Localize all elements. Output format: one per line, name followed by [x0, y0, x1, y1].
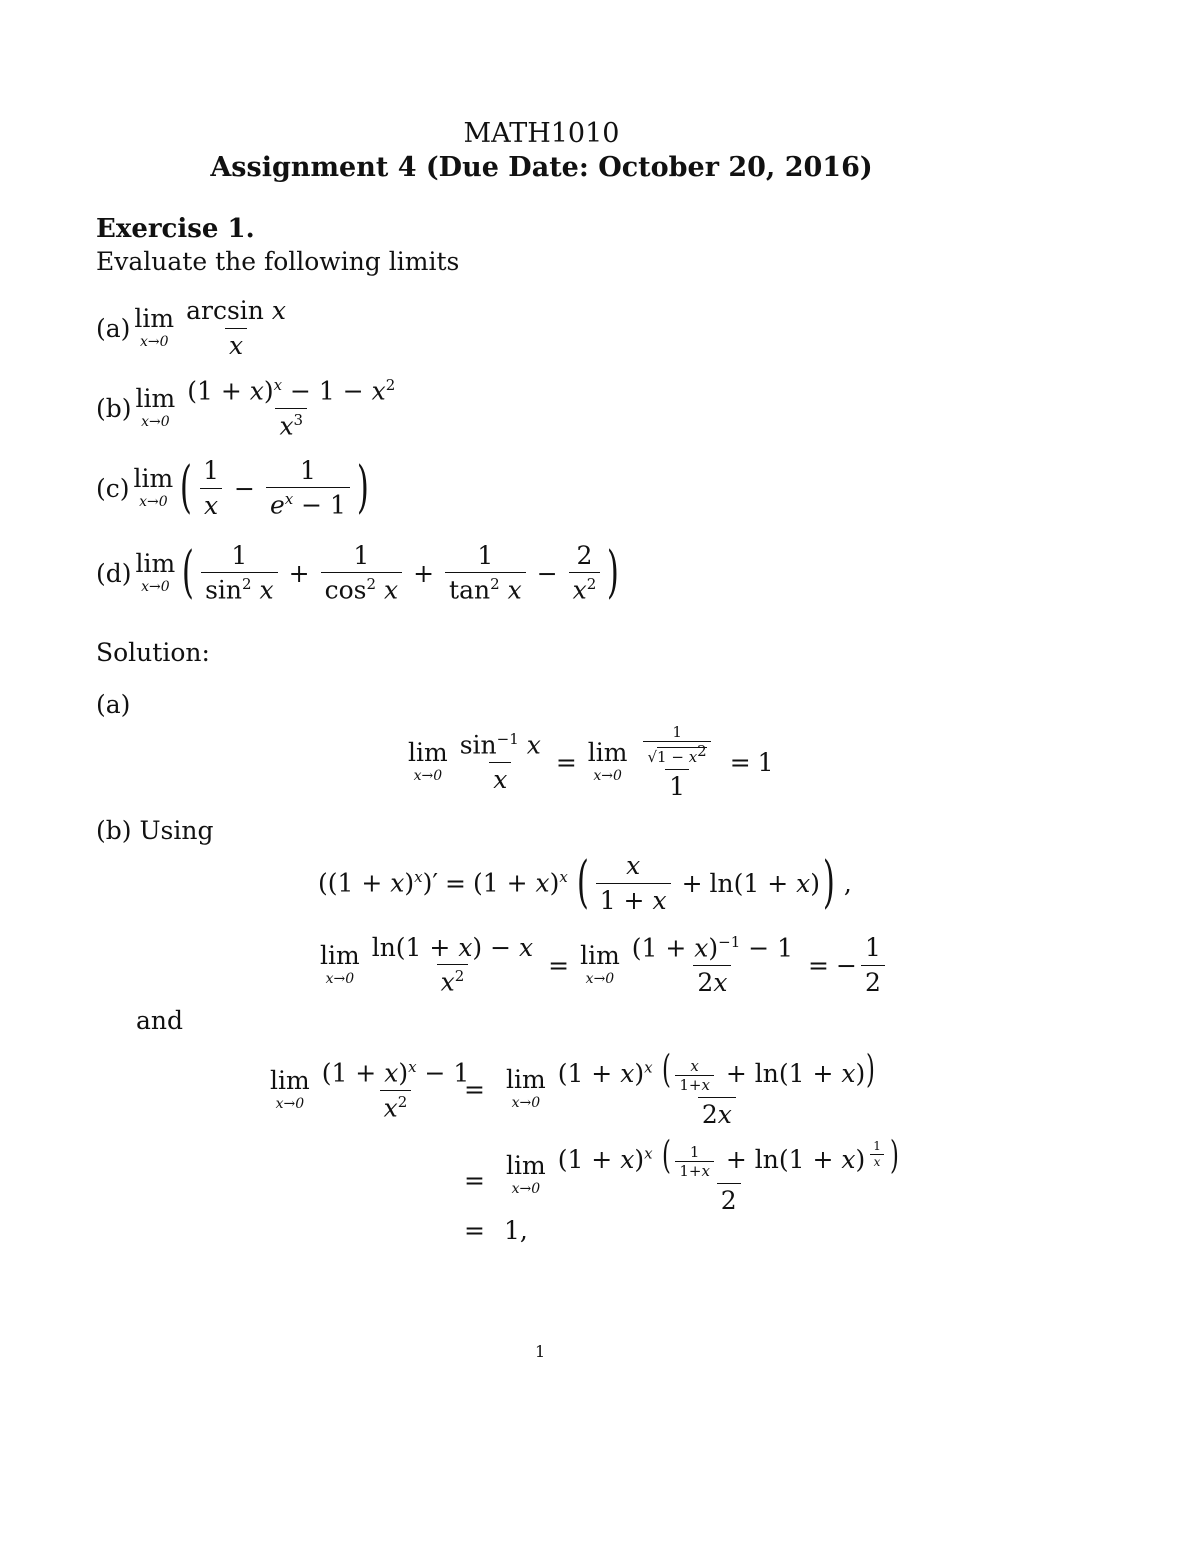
- aligned-equation-result: 1,: [504, 1216, 528, 1245]
- equals-sign: =: [464, 1216, 485, 1245]
- exercise-part-d: (d) lim x→0 ( $\frac{1}{\sin^2 x}$ + $\frac{1}{\cos^2 x}$ + $\frac{1}{\tan^2 x}$ − $\frac{2}{x^2}$ ): [96, 540, 620, 605]
- aligned-equation-lhs: lim x→0 $\frac{(1 + x)^x - 1}{x^2}$: [270, 1057, 470, 1122]
- solution-part-a-label: (a): [96, 690, 131, 719]
- solution-a-equation: lim x→0 $\frac{\sin^{-1} x}{x}$ = lim x→0 $\frac{\frac{1}{√1 - x^2}}{1}$ = 1: [408, 722, 774, 801]
- exercise-heading: Exercise 1.: [96, 214, 255, 244]
- exercise-part-c: (c) lim x→0 ( $\frac{1}{x}$ − $\frac{1}{e^x - 1}$ ): [96, 455, 369, 520]
- limit-operator: lim x→0: [135, 549, 176, 595]
- exercise-part-b: (b) lim x→0 $\frac{(1 + x)^x - 1 - x^2}{x^3}$: [96, 376, 403, 440]
- fraction: $\frac{(1 + x)^x - 1 - x^2}{x^3}$: [187, 375, 396, 440]
- aligned-equation-step-1: lim x→0 $(1 + x)^x$ ( $\frac{x}{1+x}$ + ln(1 + x)) 2x: [506, 1047, 876, 1129]
- assignment-title: Assignment 4 (Due Date: October 20, 2016): [210, 152, 873, 183]
- exercise-part-a: [96, 296, 294, 360]
- limit-operator: lim x→0: [135, 384, 176, 430]
- aligned-equation-step-2: lim x→0 $(1 + x)^x$ ( $\frac{1}{1+x}$ + ln(1 + x) $^{\frac{1}{x}}$ ) 2: [506, 1133, 899, 1215]
- derivative-equation: $((1 + x)^x)'$ = $(1 + x)^x$ ( $\frac{x}{1 + x}$ + ln(1 + x) ) ,: [318, 850, 852, 915]
- limit-operator: lim x→0: [133, 464, 174, 510]
- solution-part-b-label: (b) Using: [96, 816, 214, 845]
- page-number: 1: [535, 1342, 546, 1361]
- and-text: and: [136, 1006, 184, 1035]
- fraction: $\frac{\text{arcsin x}}{x}$: [186, 296, 286, 360]
- limit-operator: lim x→0: [134, 304, 175, 350]
- equals-sign: =: [464, 1075, 485, 1104]
- course-title: MATH1010: [463, 118, 620, 149]
- solution-heading: Solution:: [96, 638, 210, 667]
- exercise-instruction: Evaluate the following limits: [96, 247, 460, 276]
- equals-sign: =: [464, 1166, 485, 1195]
- log-limit-equation: lim x→0 $\frac{\ln(1 + x) - x}{x^2}$ = lim x→0 $\frac{(1 + x)^{-1} - 1}{2x}$ = − $\frac{1}{2}$: [316, 932, 889, 998]
- part-label: (a): [96, 313, 131, 343]
